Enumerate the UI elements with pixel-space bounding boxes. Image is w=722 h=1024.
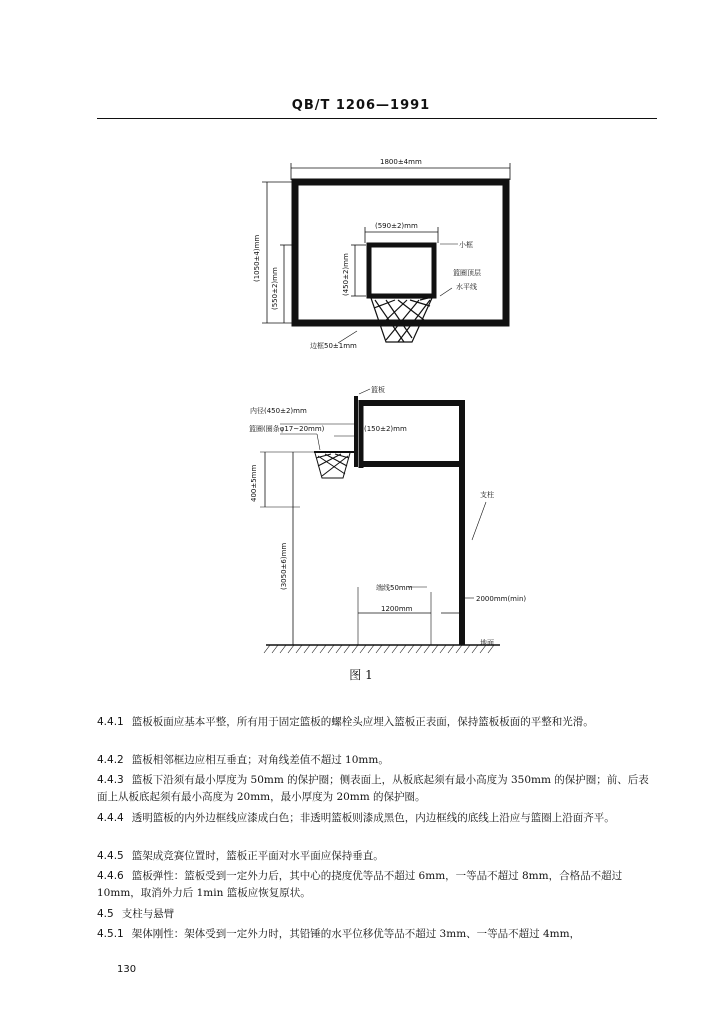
label-drop: 400±5mm <box>250 464 258 502</box>
paragraph-4-4-1: 4.4.1 篮板板面应基本平整，所有用于固定篮板的螺栓头应埋入篮板正表面，保持篮板板面的平整和光滑。 <box>97 716 594 728</box>
label-distance: 1200mm <box>381 605 413 613</box>
label-small-board-height: (450±2)mm <box>342 253 350 296</box>
document-header: QB/T 1206—1991 <box>291 98 431 113</box>
label-inner-width: (590±2)mm <box>375 222 418 230</box>
net-side <box>315 453 350 478</box>
label-small-board: 小框 <box>459 241 473 249</box>
paragraph-4-4-5: 4.4.5 篮架成竞赛位置时，篮板正平面对水平面应保持垂直。 <box>97 850 384 862</box>
label-end-line: 端线50mm <box>376 584 413 592</box>
paragraph-4-4-6: 4.4.6 篮板弹性：篮板受到一定外力后，其中心的挠度优等品不超过 6mm，一等品不超过 8mm，合格品不超过 10mm，取消外力后 1min 篮板应恢复原状。 <box>97 870 623 899</box>
label-ground: 地面 <box>480 639 494 647</box>
label-min: 2000mm(min) <box>476 595 527 603</box>
label-height: (3050±6)mm <box>280 542 288 590</box>
paragraph-4-5-1: 4.5.1 架体刚性：架体受到一定外力时，其铅锤的水平位移优等品不超过 3mm、一等品不超过 4mm， <box>97 928 581 940</box>
label-rim-top-2: 水平线 <box>456 283 477 291</box>
label-board-width: 1800±4mm <box>380 158 422 166</box>
label-ring: 篮圈(圈条φ17~20mm) <box>249 425 325 433</box>
label-offset: (150±2)mm <box>364 425 407 433</box>
backboard-side <box>354 396 358 467</box>
small-board-frame <box>369 245 434 296</box>
section-heading-4-5: 4.5 支柱与悬臂 <box>97 908 175 920</box>
page-number: 130 <box>117 964 137 975</box>
label-board: 篮板 <box>371 386 385 394</box>
figure-caption: 图 1 <box>349 668 373 682</box>
label-border: 边框50±1mm <box>310 342 357 350</box>
label-board-height: (1050±4)mm <box>253 234 261 282</box>
paragraph-4-4-2: 4.4.2 篮板相邻框边应相互垂直；对角线差值不超过 10mm。 <box>97 754 389 766</box>
paragraph-4-4-4: 4.4.4 透明篮板的内外边框线应漆成白色；非透明篮板则漆成黑色，内边框线的底线上沿应与篮圈上沿面齐平。 <box>97 812 615 824</box>
label-inner-diameter: 内径(450±2)mm <box>250 407 307 415</box>
label-post: 支柱 <box>480 491 494 499</box>
label-inner-height-left: (550±2)mm <box>271 267 279 310</box>
label-rim-top-1: 篮圈顶层 <box>453 269 481 277</box>
paragraph-4-4-3: 4.4.3 篮板下沿须有最小厚度为 50mm 的保护圈；侧表面上，从板底起须有最小高度为 350mm 的保护圈；前、后表面上从板底起须有最小高度为 20mm，最小厚度为 20mm 的保护圈。 <box>97 774 649 803</box>
